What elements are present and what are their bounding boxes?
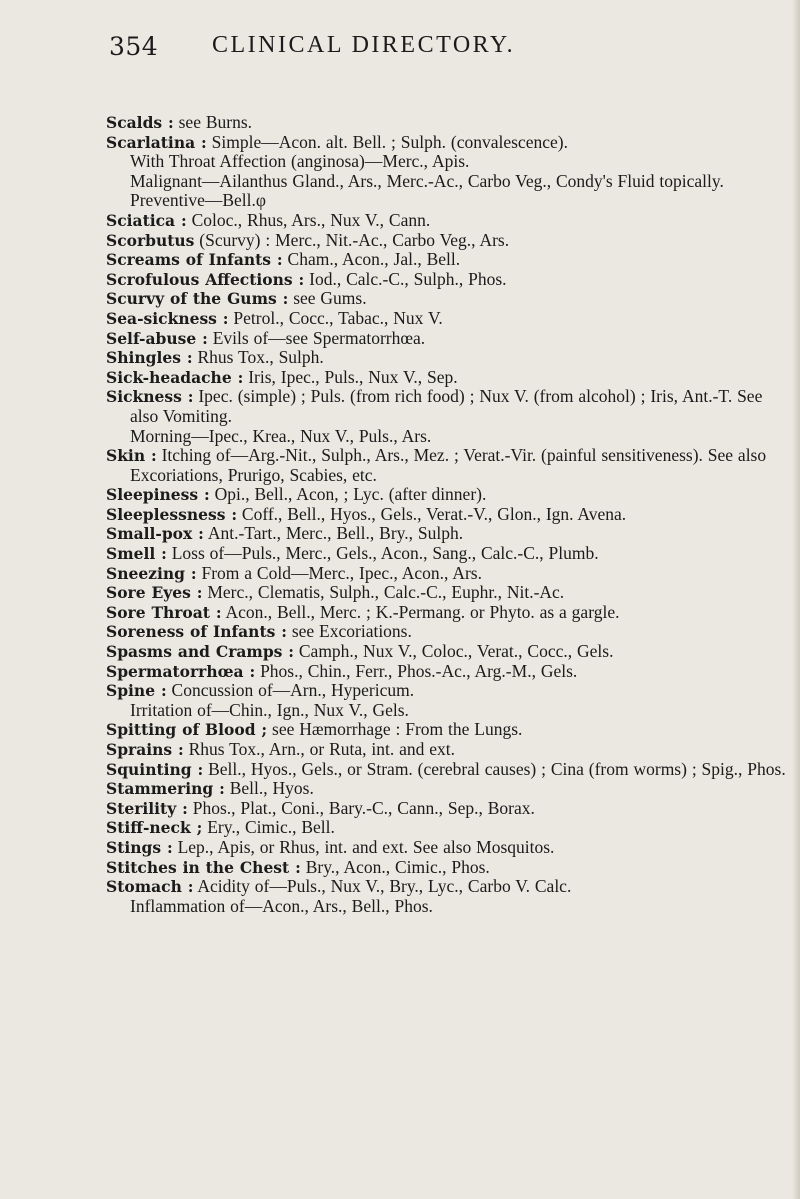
entry-heading: Stings : [106, 837, 173, 857]
entry-scrofulous [106, 270, 786, 290]
directory-entries [106, 113, 786, 916]
entry-heading: Spine : [106, 681, 167, 701]
entry-text: Petrol., Cocc., Tabac., Nux V. [233, 307, 443, 328]
entry-text: Ery., Cimic., Bell. [207, 817, 335, 838]
entry-text: Cham., Acon., Jal., Bell. [287, 249, 461, 270]
entry-screams [106, 250, 786, 270]
entry-heading: Scorbutus [106, 230, 195, 250]
entry-text: Ant.-Tart., Merc., Bell., Bry., Sulph. [207, 523, 464, 544]
entry-scalds [106, 113, 786, 133]
entry-subline: Morning—Ipec., Krea., Nux V., Puls., Ars. [130, 425, 432, 446]
entry-heading: Sneezing : [106, 563, 197, 583]
entry-text: Camph., Nux V., Coloc., Verat., Cocc., Gels. [298, 641, 614, 662]
entry-heading: Self-abuse : [106, 328, 208, 348]
entry-sleepiness [106, 485, 786, 505]
entry-heading: Scarlatina : [106, 132, 207, 152]
entry-sore-eyes [106, 583, 786, 603]
entry-sneezing [106, 564, 786, 584]
entry-text: (Scurvy) : Merc., Nit.-Ac., Carbo Veg., Ars. [199, 229, 510, 250]
entry-heading: Squinting : [106, 759, 204, 779]
entry-text: see Gums. [293, 288, 367, 309]
entry-subline: With Throat Affection (anginosa)—Merc., Apis. [130, 151, 470, 172]
entry-sickness [106, 387, 786, 446]
entry-heading: Sea-sickness : [106, 308, 229, 328]
entry-text: Coloc., Rhus, Ars., Nux V., Cann. [191, 209, 431, 230]
entry-heading: Scalds : [106, 113, 174, 132]
entry-heading: Small-pox : [106, 524, 204, 544]
entry-heading: Sore Throat : [106, 602, 222, 622]
entry-stings [106, 838, 786, 858]
entry-text: Bell., Hyos., Gels., or Stram. (cerebral causes) ; Cina (from worms) ; Spig., Phos. [208, 758, 786, 779]
entry-sprains [106, 740, 786, 760]
entry-scarlatina [106, 133, 786, 211]
entry-text: Concussion of—Arn., Hypericum. [171, 680, 415, 701]
entry-text: Loss of—Puls., Merc., Gels., Acon., Sang., Calc.-C., Plumb. [171, 543, 599, 564]
entry-text: Merc., Clematis, Sulph., Calc.-C., Euphr., Nit.-Ac. [207, 582, 565, 603]
entry-text: Acidity of—Puls., Nux V., Bry., Lyc., Carbo V. Calc. [197, 876, 572, 897]
entry-heading: Shingles : [106, 348, 193, 368]
entry-stammering [106, 779, 786, 799]
entry-heading: Skin : [106, 446, 157, 466]
page-number: 354 [109, 32, 159, 61]
entry-text: Acon., Bell., Merc. ; K.-Permang. or Phyto. as a gargle. [225, 601, 620, 622]
entry-skin [106, 446, 786, 485]
entry-subline: Preventive—Bell.φ [130, 190, 266, 211]
entry-text: Iod., Calc.-C., Sulph., Phos. [309, 268, 507, 289]
entry-spine [106, 681, 786, 720]
entry-heading: Sick-headache : [106, 367, 244, 387]
entry-heading: Stomach : [106, 877, 194, 897]
entry-sciatica [106, 211, 786, 231]
entry-shingles [106, 348, 786, 368]
entry-spermatorrhoea [106, 662, 786, 682]
entry-heading: Sleeplessness : [106, 504, 238, 524]
entry-heading: Screams of Infants : [106, 250, 283, 270]
entry-heading: Stammering : [106, 779, 225, 799]
page-edge-shadow [792, 0, 800, 1199]
entry-subline: Irritation of—Chin., Ign., Nux V., Gels. [130, 699, 409, 720]
entry-soreness-infants [106, 622, 786, 642]
entry-sleeplessness [106, 505, 786, 525]
entry-text: Coff., Bell., Hyos., Gels., Verat.-V., Glon., Ign. Avena. [241, 503, 627, 524]
entry-text: Evils of—see Spermatorrhœa. [212, 327, 426, 348]
entry-heading: Sickness : [106, 387, 194, 407]
running-head: CLINICAL DIRECTORY. [212, 32, 516, 58]
entry-heading: Scrofulous Affections : [106, 269, 305, 289]
entry-stitches-chest [106, 858, 786, 878]
entry-text: Rhus Tox., Arn., or Ruta, int. and ext. [188, 739, 456, 759]
entry-heading: Sleepiness : [106, 485, 210, 505]
entry-text: Rhus Tox., Sulph. [197, 347, 324, 368]
entry-text: Phos., Chin., Ferr., Phos.-Ac., Arg.-M., Gels. [260, 660, 578, 681]
entry-self-abuse [106, 329, 786, 349]
entry-stomach [106, 877, 786, 916]
entry-heading: Spasms and Cramps : [106, 642, 294, 662]
entry-sore-throat [106, 603, 786, 623]
entry-text: From a Cold—Merc., Ipec., Acon., Ars. [201, 562, 482, 583]
entry-text: see Hæmorrhage : From the Lungs. [272, 719, 523, 740]
entry-heading: Sterility : [106, 798, 188, 818]
entry-text: Itching of—Arg.-Nit., Sulph., Ars., Mez. ; Verat.-Vir. (painful sensitiveness). See also Excoriations, Prurigo, Scabies, etc. [130, 445, 767, 485]
entry-heading: Sciatica : [106, 210, 187, 230]
entry-scorbutus [106, 231, 786, 251]
entry-text: Bry., Acon., Cimic., Phos. [305, 856, 490, 877]
entry-heading: Smell : [106, 544, 167, 564]
entry-heading: Spermatorrhœa : [106, 661, 256, 681]
entry-stiff-neck [106, 818, 786, 838]
entry-subline: Inflammation of—Acon., Ars., Bell., Phos. [130, 895, 433, 916]
entry-text: Simple—Acon. alt. Bell. ; Sulph. (convalescence). [211, 131, 568, 152]
entry-scurvy-gums [106, 289, 786, 309]
entry-sea-sickness [106, 309, 786, 329]
entry-heading: Stitches in the Chest : [106, 857, 301, 877]
entry-text: Lep., Apis, or Rhus, int. and ext. See also Mosquitos. [177, 836, 555, 857]
entry-heading: Sore Eyes : [106, 583, 203, 603]
entry-small-pox [106, 524, 786, 544]
entry-heading: Stiff-neck ; [106, 818, 203, 838]
entry-smell [106, 544, 786, 564]
entry-squinting [106, 760, 786, 780]
entry-text: see Excoriations. [291, 621, 412, 642]
entry-heading: Sprains : [106, 740, 184, 759]
entry-text: Iris, Ipec., Puls., Nux V., Sep. [248, 366, 458, 387]
entry-text: Ipec. (simple) ; Puls. (from rich food) ; Nux V. (from alcohol) ; Iris, Ant.-T. See also Vomiting. [130, 386, 763, 426]
entry-text: Bell., Hyos. [229, 778, 314, 799]
page-header [0, 28, 800, 68]
entry-spasms [106, 642, 786, 662]
entry-text: Opi., Bell., Acon, ; Lyc. (after dinner). [214, 484, 487, 505]
entry-spitting-blood [106, 720, 786, 740]
entry-text: Phos., Plat., Coni., Bary.-C., Cann., Sep., Borax. [192, 797, 535, 818]
entry-sick-headache [106, 368, 786, 388]
entry-heading: Soreness of Infants : [106, 622, 287, 642]
entry-heading: Spitting of Blood ; [106, 720, 268, 740]
entry-text: see Burns. [178, 112, 253, 132]
entry-sterility [106, 799, 786, 819]
entry-heading: Scurvy of the Gums : [106, 289, 289, 309]
entry-subline: Malignant—Ailanthus Gland., Ars., Merc.-Ac., Carbo Veg., Condy's Fluid topically. [130, 170, 724, 191]
